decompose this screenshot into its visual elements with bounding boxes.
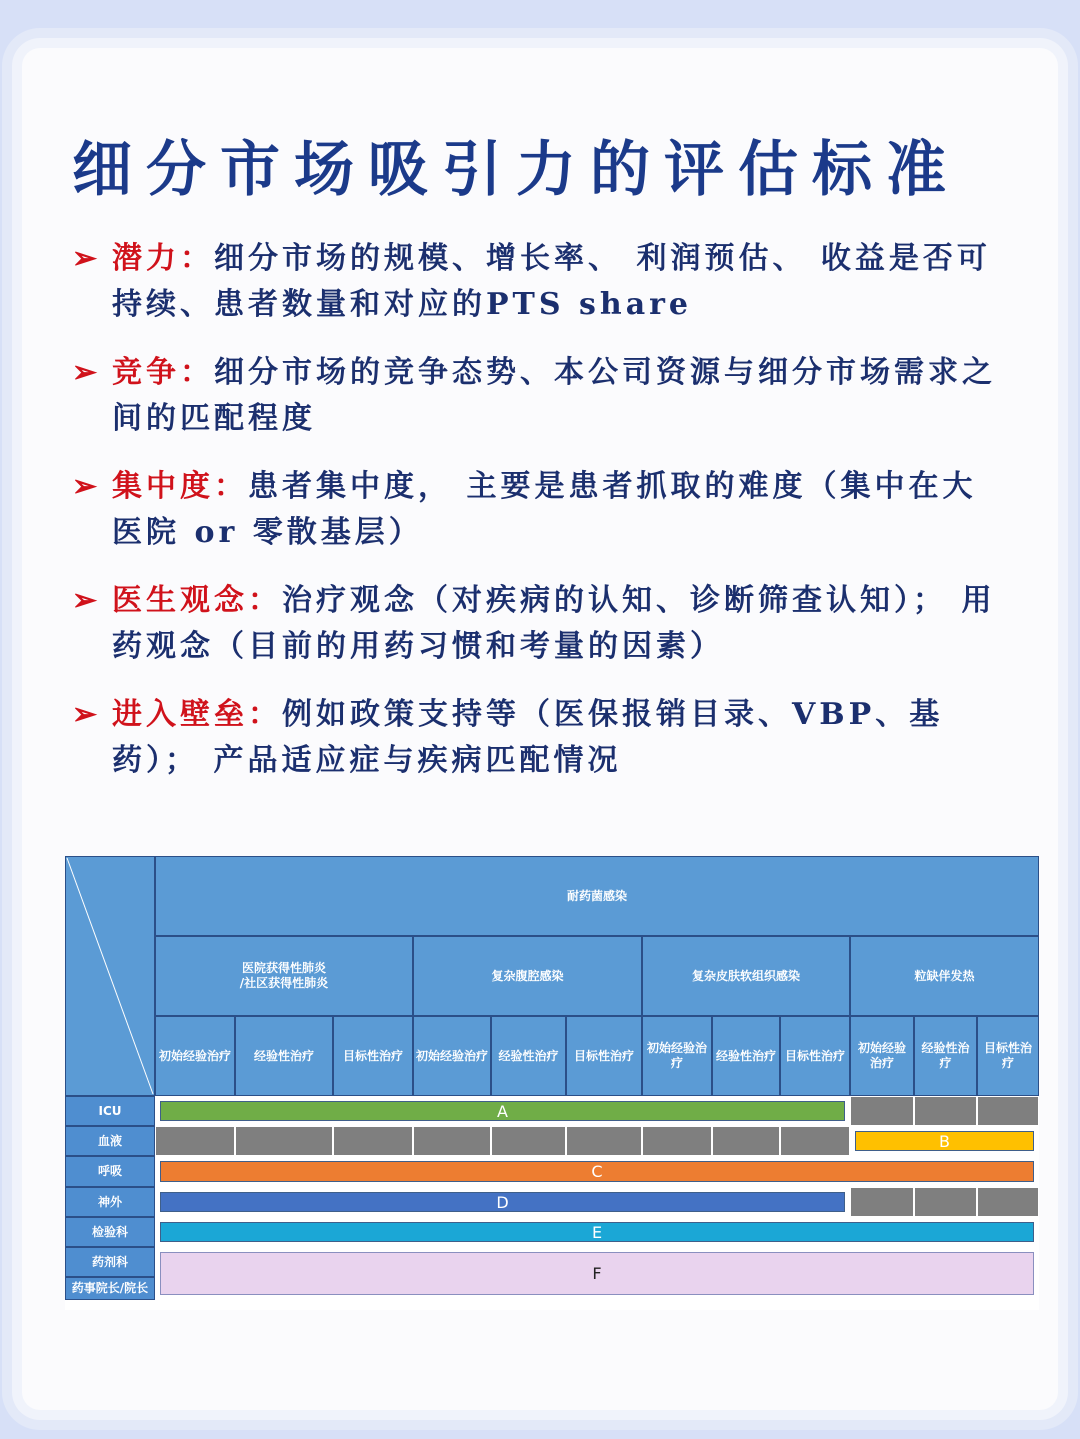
- segment-matrix-table: [65, 856, 1039, 1310]
- diagonal-line: [67, 858, 153, 1094]
- sub-header: 经验性治疗: [712, 1016, 780, 1096]
- empty-cell: [850, 1187, 914, 1217]
- bullet-sep: ：: [180, 355, 214, 390]
- empty-cell: [413, 1126, 491, 1156]
- bullet-text: 细分市场的竞争态势、本公司资源与细分市场需求之间的匹配程度: [112, 355, 996, 436]
- bullet-sep: ：: [180, 241, 214, 276]
- empty-cell: [155, 1126, 235, 1156]
- segment-bar-e: E: [160, 1222, 1034, 1242]
- sub-header: 初始经验治疗: [155, 1016, 235, 1096]
- bullet-item: [72, 464, 1007, 556]
- page-title: 细分市场吸引力的评估标准: [72, 135, 960, 205]
- sub-header: 初始经验治疗: [642, 1016, 712, 1096]
- empty-cell: [712, 1126, 780, 1156]
- sub-header: 目标性治疗: [780, 1016, 850, 1096]
- segment-bar-f: F: [160, 1252, 1034, 1295]
- bullet-item: [72, 350, 1007, 442]
- arrow-icon: ➢: [72, 469, 102, 504]
- sub-header: 目标性治疗: [566, 1016, 642, 1096]
- sub-header: 初始经验治疗: [413, 1016, 491, 1096]
- arrow-icon: ➢: [72, 355, 102, 390]
- bullet-key: 集中度: [112, 469, 214, 504]
- empty-cell: [850, 1096, 914, 1126]
- empty-cell: [235, 1126, 333, 1156]
- sub-header: 经验性治疗: [235, 1016, 333, 1096]
- arrow-icon: ➢: [72, 697, 102, 732]
- group-header: 粒缺伴发热: [850, 936, 1039, 1016]
- bullet-key: 进入壁垒: [112, 697, 248, 732]
- row-header: ICU: [65, 1096, 155, 1126]
- empty-cell: [977, 1187, 1039, 1217]
- top-header: 耐药菌感染: [155, 856, 1039, 936]
- empty-cell: [566, 1126, 642, 1156]
- arrow-icon: ➢: [72, 583, 102, 618]
- segment-bar-d: D: [160, 1192, 845, 1212]
- row-header: 药事院长/院长: [65, 1277, 155, 1300]
- row-header: 药剂科: [65, 1247, 155, 1277]
- bullet-text: 治疗观念（对疾病的认知、诊断筛查认知）； 用药观念（目前的用药习惯和考量的因素）: [112, 583, 996, 664]
- bullet-text: 细分市场的规模、增长率、 利润预估、 收益是否可持续、患者数量和对应的PTS share: [112, 241, 991, 322]
- corner-diagonal: [65, 856, 155, 1096]
- bullet-sep: ：: [214, 469, 248, 504]
- bullet-key: 医生观念: [112, 583, 248, 618]
- row-header: 神外: [65, 1187, 155, 1217]
- bullet-list: [72, 236, 1007, 806]
- row-header: 血液: [65, 1126, 155, 1156]
- bullet-sep: ：: [248, 697, 282, 732]
- row-header: 呼吸: [65, 1156, 155, 1187]
- segment-bar-a: A: [160, 1101, 845, 1121]
- empty-cell: [642, 1126, 712, 1156]
- empty-cell: [333, 1126, 413, 1156]
- row-header: 检验科: [65, 1217, 155, 1247]
- group-header: 复杂腹腔感染: [413, 936, 642, 1016]
- segment-bar-c: C: [160, 1161, 1034, 1182]
- bullet-sep: ：: [248, 583, 282, 618]
- empty-cell: [491, 1126, 566, 1156]
- empty-cell: [780, 1126, 850, 1156]
- bullet-text: 患者集中度， 主要是患者抓取的难度（集中在大医院 or 零散基层）: [112, 469, 977, 550]
- sub-header: 经验性治疗: [914, 1016, 977, 1096]
- bullet-text: 例如政策支持等（医保报销目录、VBP、基药）； 产品适应症与疾病匹配情况: [112, 697, 944, 778]
- group-header: 复杂皮肤软组织感染: [642, 936, 850, 1016]
- sub-header: 经验性治疗: [491, 1016, 566, 1096]
- sub-header: 目标性治疗: [977, 1016, 1039, 1096]
- empty-cell: [914, 1096, 977, 1126]
- empty-cell: [914, 1187, 977, 1217]
- bullet-key: 竞争: [112, 355, 180, 390]
- bullet-key: 潜力: [112, 241, 180, 276]
- sub-header: 初始经验治疗: [850, 1016, 914, 1096]
- empty-cell: [977, 1096, 1039, 1126]
- bullet-item: [72, 578, 1007, 670]
- arrow-icon: ➢: [72, 241, 102, 276]
- bullet-item: [72, 236, 1007, 328]
- sub-header: 目标性治疗: [333, 1016, 413, 1096]
- group-header: 医院获得性肺炎 /社区获得性肺炎: [155, 936, 413, 1016]
- bullet-item: [72, 692, 1007, 784]
- segment-bar-b: B: [855, 1131, 1034, 1151]
